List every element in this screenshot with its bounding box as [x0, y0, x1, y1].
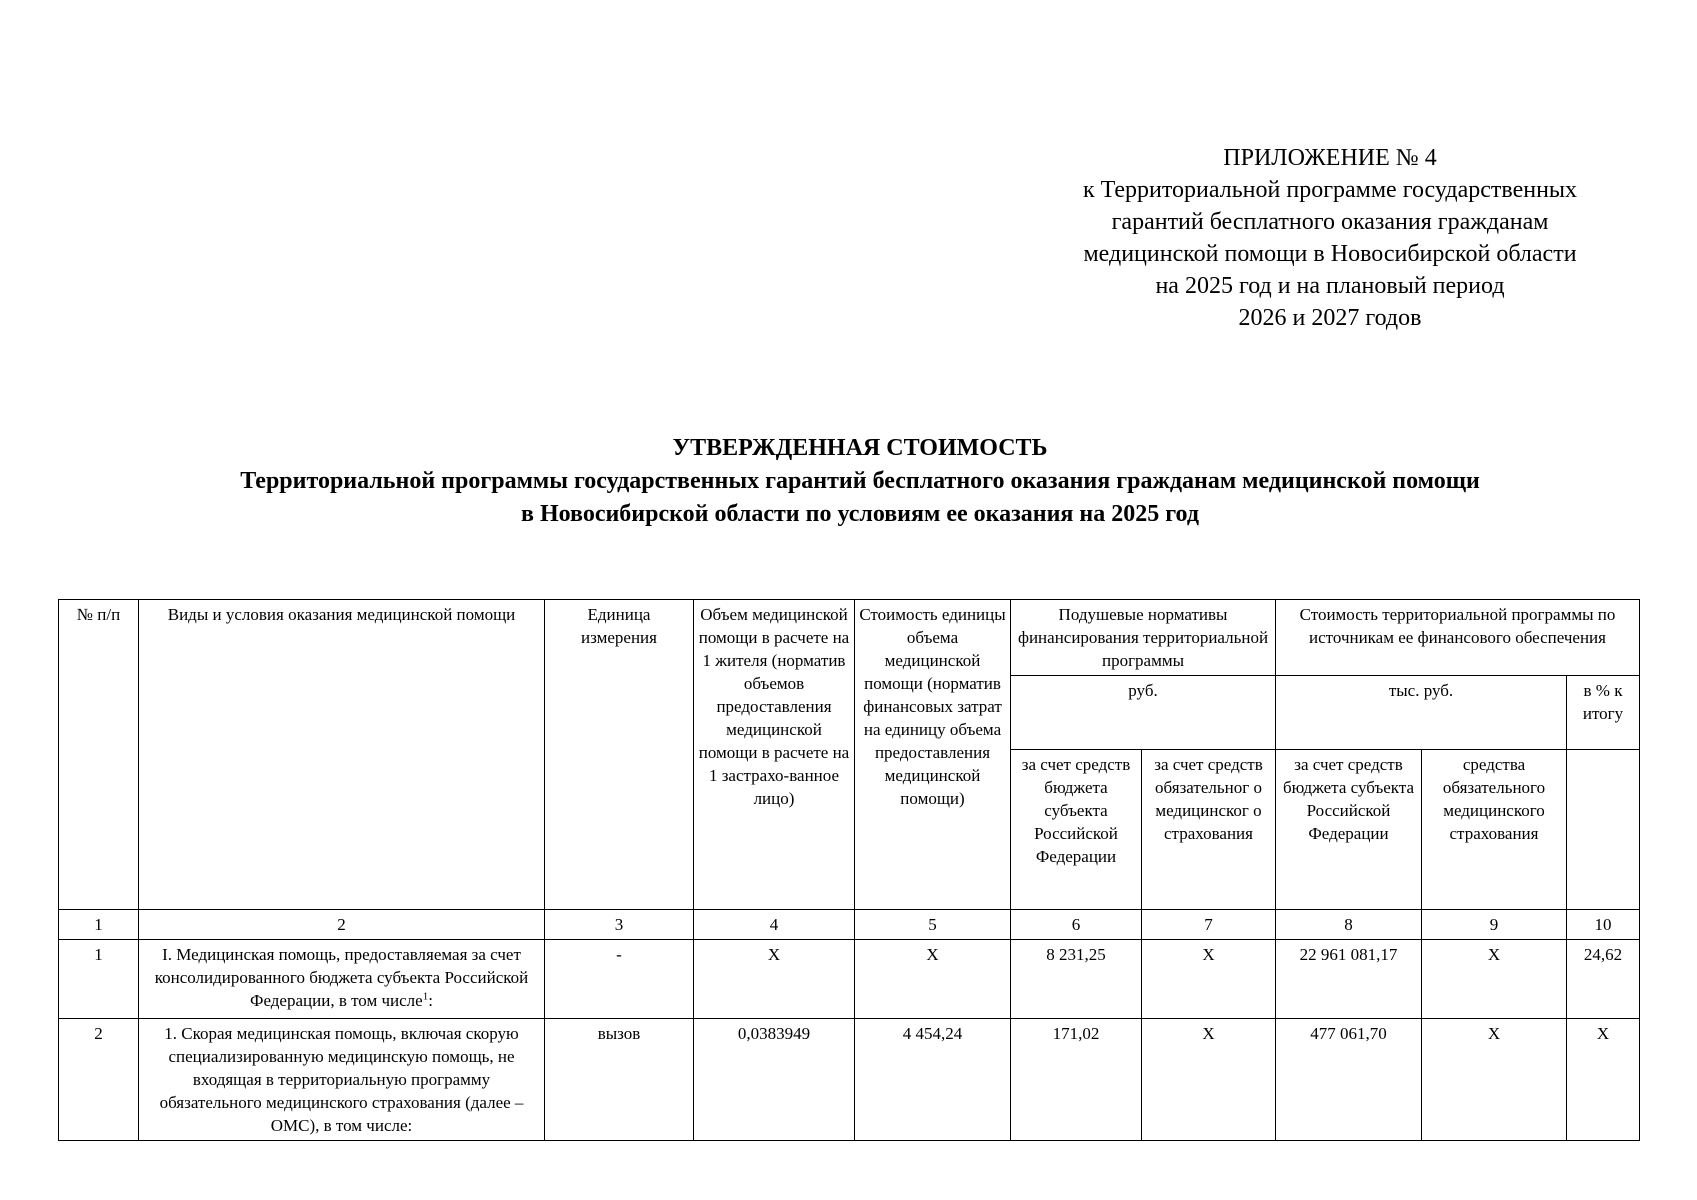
row-num: 1	[59, 940, 139, 1019]
row-name	[139, 940, 545, 1019]
column-number: 6	[1011, 910, 1142, 940]
title-line: Территориальной программы государственных гарантий бесплатного оказания гражданам медицинской помощи	[240, 468, 1480, 494]
header-percent: в % к итогу	[1567, 676, 1640, 750]
row-percent: 24,62	[1567, 940, 1640, 1019]
column-number: 4	[694, 910, 855, 940]
row-oms-norm: Х	[1142, 1019, 1276, 1141]
row-budget-norm: 171,02	[1011, 1019, 1142, 1141]
header-oms-norm: за счет средств обязательног о медицинског о страхования	[1142, 750, 1276, 910]
row-volume: 0,0383949	[694, 1019, 855, 1141]
column-number-row	[59, 910, 1640, 940]
title-line: УТВЕРЖДЕННАЯ СТОИМОСТЬ	[672, 435, 1048, 461]
row-budget-cost: 477 061,70	[1276, 1019, 1422, 1141]
header-budget-norm: за счет средств бюджета субъекта Российской Федерации	[1011, 750, 1142, 910]
column-number: 9	[1422, 910, 1567, 940]
column-number: 8	[1276, 910, 1422, 940]
row-cost: Х	[855, 940, 1011, 1019]
footnote-marker: 1	[422, 990, 429, 1003]
header-num: № п/п	[59, 600, 139, 910]
appendix-line: медицинской помощи в Новосибирской области	[1083, 241, 1577, 267]
row-name	[139, 1019, 545, 1141]
document-title	[60, 432, 1660, 531]
header-rub: руб.	[1011, 676, 1276, 750]
appendix-line: ПРИЛОЖЕНИЕ № 4	[1223, 145, 1437, 171]
row-name-text: I. Медицинская помощь, предоставляемая за счет консолидированного бюджета субъекта Российской Федерации, в том числе	[154, 945, 529, 1010]
column-number: 5	[855, 910, 1011, 940]
appendix-line: 2026 и 2027 годов	[1238, 305, 1422, 331]
header-program-cost: Стоимость территориальной программы по источникам ее финансового обеспечения	[1276, 600, 1640, 676]
column-number: 7	[1142, 910, 1276, 940]
row-oms-cost: Х	[1422, 940, 1567, 1019]
header-thousand-rub: тыс. руб.	[1276, 676, 1567, 750]
header-percent-empty	[1567, 750, 1640, 910]
row-oms-cost: Х	[1422, 1019, 1567, 1141]
header-per-capita: Подушевые нормативы финансирования территориальной программы	[1011, 600, 1276, 676]
row-budget-norm: 8 231,25	[1011, 940, 1142, 1019]
header-unit: Единица измерения	[545, 600, 694, 910]
header-oms-cost: средства обязательного медицинского страхования	[1422, 750, 1567, 910]
row-num: 2	[59, 1019, 139, 1141]
column-number: 1	[59, 910, 139, 940]
appendix-line: на 2025 год и на плановый период	[1155, 273, 1505, 299]
header-budget-cost: за счет средств бюджета субъекта Российской Федерации	[1276, 750, 1422, 910]
row-percent: Х	[1567, 1019, 1640, 1141]
appendix-line: гарантий бесплатного оказания гражданам	[1111, 209, 1549, 235]
title-line: в Новосибирской области по условиям ее оказания на 2025 год	[521, 501, 1199, 527]
column-number: 2	[139, 910, 545, 940]
header-kind: Виды и условия оказания медицинской помощи	[139, 600, 545, 910]
table-row	[59, 1019, 1640, 1141]
cost-table	[58, 599, 1640, 1141]
header-cost: Стоимость единицы объема медицинской помощи (норматив финансовых затрат на единицу объема предоставления медицинской помощи)	[855, 600, 1011, 910]
header-volume: Объем медицинской помощи в расчете на 1 жителя (норматив объемов предоставления медицинской помощи в расчете на 1 застрахо-ванное лицо)	[694, 600, 855, 910]
row-oms-norm: Х	[1142, 940, 1276, 1019]
column-number: 3	[545, 910, 694, 940]
row-name-text: 1. Скорая медицинская помощь, включая скорую специализированную медицинскую помощь, не входящая в территориальную программу обязательного медицинского страхования (далее – ОМС), в том числе:	[159, 1024, 524, 1135]
row-unit: -	[545, 940, 694, 1019]
row-name-suffix: :	[428, 991, 433, 1010]
row-unit: вызов	[545, 1019, 694, 1141]
row-budget-cost: 22 961 081,17	[1276, 940, 1422, 1019]
column-number: 10	[1567, 910, 1640, 940]
row-volume: Х	[694, 940, 855, 1019]
table-row	[59, 940, 1640, 1019]
appendix-line: к Территориальной программе государственных	[1082, 177, 1578, 203]
row-cost: 4 454,24	[855, 1019, 1011, 1141]
appendix-header	[1010, 142, 1650, 334]
